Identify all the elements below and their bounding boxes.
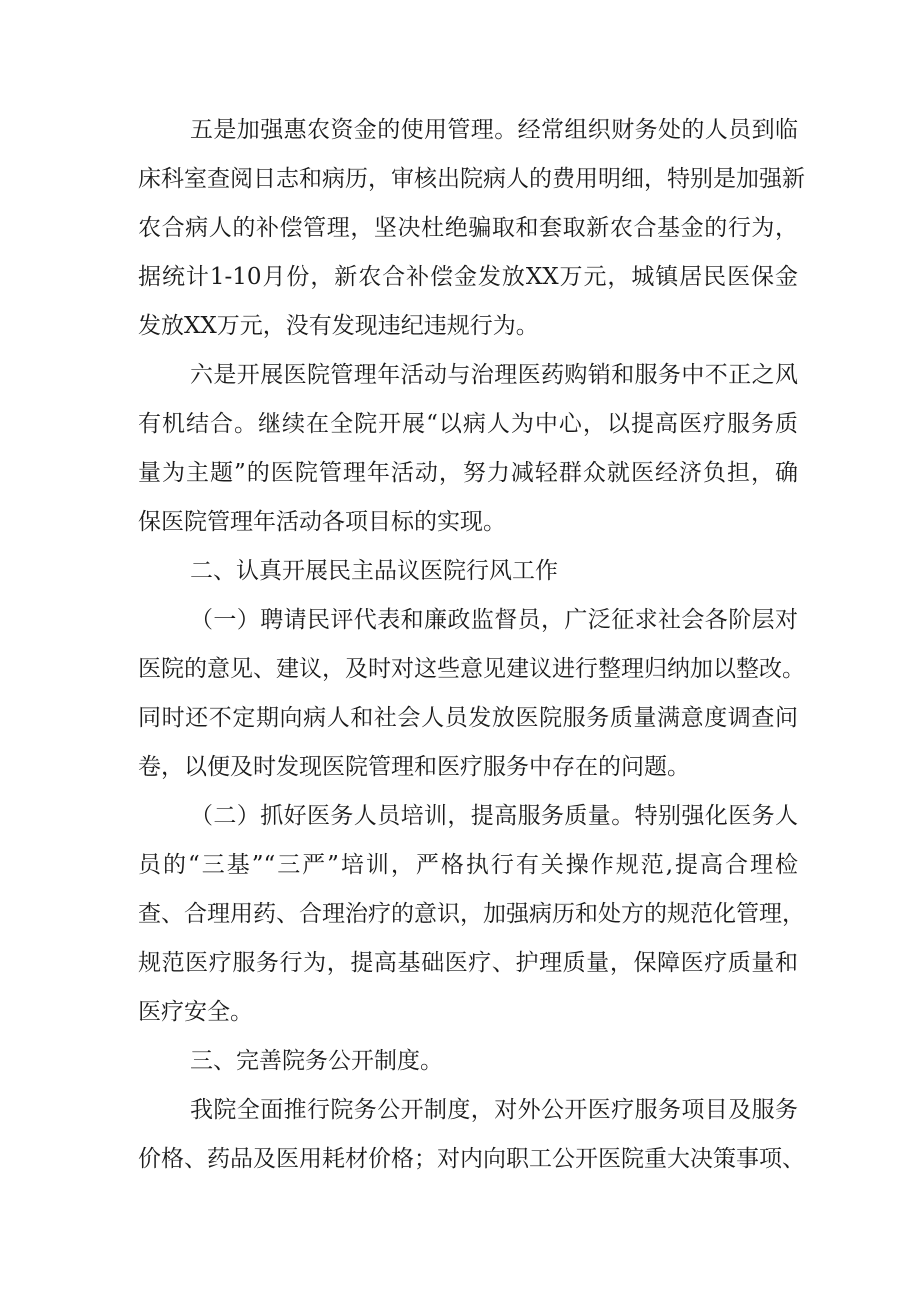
- section-heading-2: 二、认真开展民主品议医院行风工作: [190, 558, 558, 584]
- paragraph-4-line-2: 员的“三基”“三严”培训，严格执行有关操作规范,提高合理检: [138, 852, 798, 878]
- paragraph-4-line-3: 查、合理用药、合理治疗的意识，加强病历和处方的规范化管理，: [138, 901, 805, 927]
- paragraph-1-line-4: 据统计1-10月份，新农合补偿金发放XX万元，城镇居民医保金: [138, 264, 798, 290]
- paragraph-2-line-1: 六是开展医院管理年活动与治理医药购销和服务中不正之风: [190, 362, 798, 388]
- section-heading-3: 三、完善院务公开制度。: [190, 1048, 443, 1074]
- paragraph-5-line-2: 价格、药品及医用耗材价格；对内向职工公开医院重大决策事项、: [138, 1146, 805, 1172]
- paragraph-3-line-1: （一）聘请民评代表和廉政监督员，广泛征求社会各阶层对: [190, 607, 798, 633]
- paragraph-3-line-4: 卷，以便及时发现医院管理和医疗服务中存在的问题。: [138, 754, 690, 780]
- paragraph-2-line-2: 有机结合。继续在全院开展“以病人为中心，以提高医疗服务质: [138, 411, 798, 437]
- paragraph-4-line-5: 医疗安全。: [138, 999, 253, 1025]
- paragraph-4-line-4: 规范医疗服务行为，提高基础医疗、护理质量，保障医疗质量和: [138, 950, 798, 976]
- paragraph-1-line-1: 五是加强惠农资金的使用管理。经常组织财务处的人员到临: [190, 117, 798, 143]
- paragraph-2-line-3: 量为主题”的医院管理年活动，努力减轻群众就医经济负担，确: [138, 460, 798, 486]
- paragraph-2-line-4: 保医院管理年活动各项目标的实现。: [138, 509, 506, 535]
- paragraph-1-line-3: 农合病人的补偿管理，坚决杜绝骗取和套取新农合基金的行为，: [138, 215, 798, 241]
- paragraph-1-line-5: 发放XX万元，没有发现违纪违规行为。: [138, 313, 539, 339]
- paragraph-3-line-2: 医院的意见、建议，及时对这些意见建议进行整理归纳加以整改。: [138, 656, 805, 682]
- paragraph-4-line-1: （二）抓好医务人员培训，提高服务质量。特别强化医务人: [190, 803, 798, 829]
- paragraph-3-line-3: 同时还不定期向病人和社会人员发放医院服务质量满意度调查问: [138, 705, 798, 731]
- paragraph-1-line-2: 床科室查阅日志和病历，审核出院病人的费用明细，特别是加强新: [138, 166, 805, 192]
- paragraph-5-line-1: 我院全面推行院务公开制度，对外公开医疗服务项目及服务: [190, 1097, 798, 1123]
